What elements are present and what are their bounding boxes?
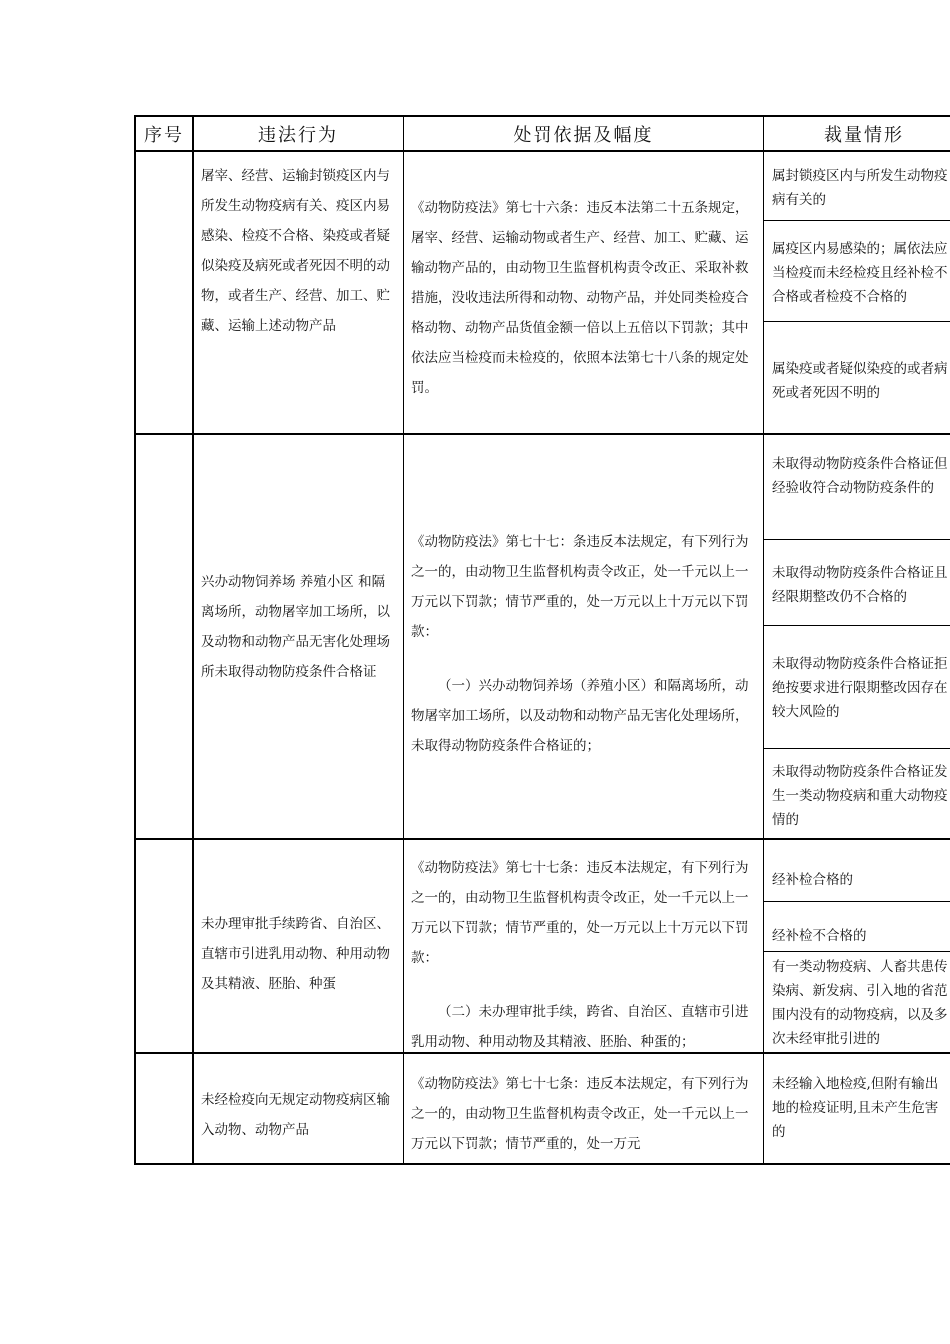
row2-circ-4: 未取得动物防疫条件合格证发生一类动物疫病和重大动物疫情的 bbox=[772, 764, 948, 828]
header-basis: 处罚依据及幅度 bbox=[513, 125, 654, 146]
row4-basis bbox=[411, 1069, 756, 1161]
row1-basis-p1: 《动物防疫法》第七十六条：违反本法第二十五条规定，屠宰、经营、运输动物或者生产、经营、加工、贮藏、运输动物产品的，由动物卫生监督机构责令改正、采取补救措施，没收违法所得和动物、动物产品，并处同类检疫合格动物、动物产品货值金额一倍以上五倍以下罚款；其中依法应当检疫而未检疫的，依照本法第七十八条的规定处罚。 bbox=[411, 200, 749, 396]
row2-basis-p1: 《动物防疫法》第七十七：条违反本法规定，有下列行为之一的，由动物卫生监督机构责令改正，处一千元以上一万元以下罚款；情节严重的，处一万元以上十万元以下罚款： bbox=[411, 534, 749, 640]
row3-basis-p1: 《动物防疫法》第七十七条：违反本法规定，有下列行为之一的，由动物卫生监督机构责令改正，处一千元以上一万元以下罚款；情节严重的，处一万元以上十万元以下罚款： bbox=[411, 860, 749, 966]
row4-act: 未经检疫向无规定动物疫病区输入动物、动物产品 bbox=[201, 1092, 390, 1138]
row4-basis-p1: 《动物防疫法》第七十七条：违反本法规定，有下列行为之一的，由动物卫生监督机构责令改正，处一千元以上一万元以下罚款；情节严重的，处一万元 bbox=[411, 1076, 749, 1152]
row1-circ-1: 属封锁疫区内与所发生动物疫病有关的 bbox=[772, 168, 948, 208]
row1-circ-3: 属染疫或者疑似染疫的或者病死或者死因不明的 bbox=[772, 361, 948, 401]
row1-act: 屠宰、经营、运输封锁疫区内与所发生动物疫病有关、疫区内易感染、检疫不合格、染疫或者疑似染疫及病死或者死因不明的动物，或者生产、经营、加工、贮藏、运输上述动物产品 bbox=[201, 168, 390, 334]
column-divider bbox=[192, 117, 194, 1163]
sub-divider bbox=[764, 901, 950, 902]
row2-act: 兴办动物饲养场 养殖小区 和隔离场所，动物屠宰加工场所，以及动物和动物产品无害化处理场所未取得动物防疫条件合格证 bbox=[201, 574, 390, 680]
sub-divider bbox=[764, 220, 950, 221]
row-divider bbox=[136, 433, 950, 435]
column-divider bbox=[763, 117, 764, 1163]
sub-divider bbox=[764, 951, 950, 952]
sub-divider bbox=[764, 539, 950, 540]
row1-circ-2: 属疫区内易感染的；属依法应当检疫而未经检疫且经补检不合格或者检疫不合格的 bbox=[772, 241, 948, 305]
sub-divider bbox=[764, 625, 950, 626]
row3-basis-p2: （二）未办理审批手续，跨省、自治区、直辖市引进乳用动物、种用动物及其精液、胚胎、种蛋的； bbox=[411, 1004, 749, 1050]
row2-circ-2: 未取得动物防疫条件合格证且经限期整改仍不合格的 bbox=[772, 565, 948, 605]
row2-basis bbox=[411, 527, 756, 761]
header-circumstances: 裁量情形 bbox=[824, 125, 904, 146]
row2-basis-p2: （一）兴办动物饲养场（养殖小区）和隔离场所，动物屠宰加工场所，以及动物和动物产品无害化处理场所，未取得动物防疫条件合格证的； bbox=[411, 678, 749, 754]
penalty-table bbox=[134, 115, 950, 1165]
header-act: 违法行为 bbox=[258, 125, 338, 146]
row2-circ-1: 未取得动物防疫条件合格证但经验收符合动物防疫条件的 bbox=[772, 456, 948, 496]
column-divider bbox=[403, 117, 404, 1163]
row3-circ-3: 有一类动物疫病、人畜共患传染病、新发病、引入地的省范围内没有的动物疫病，以及多次未经审批引进的 bbox=[772, 959, 948, 1047]
row2-circ-3: 未取得动物防疫条件合格证拒绝按要求进行限期整改因存在较大风险的 bbox=[772, 656, 948, 720]
sub-divider bbox=[764, 748, 950, 749]
header-seq: 序号 bbox=[144, 125, 184, 146]
sub-divider bbox=[764, 321, 950, 322]
row3-circ-1: 经补检合格的 bbox=[772, 872, 853, 888]
row3-basis bbox=[411, 853, 756, 1057]
row-divider bbox=[136, 838, 950, 840]
row-divider bbox=[136, 150, 950, 152]
row3-act: 未办理审批手续跨省、自治区、直辖市引进乳用动物、种用动物及其精液、胚胎、种蛋 bbox=[201, 916, 390, 992]
row3-circ-2: 经补检不合格的 bbox=[772, 928, 867, 944]
row4-circ-1: 未经输入地检疫,但附有输出地的检疫证明,且未产生危害的 bbox=[772, 1076, 939, 1140]
row1-basis bbox=[411, 193, 756, 403]
